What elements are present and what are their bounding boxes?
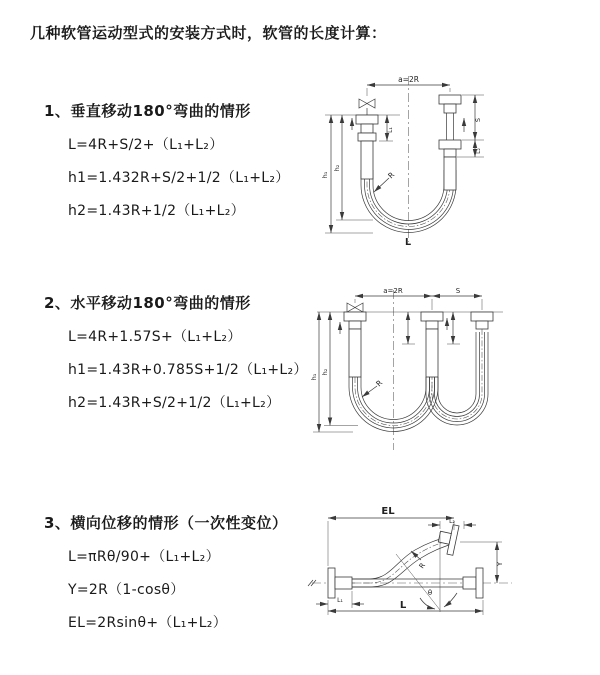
dimension-l [328,600,483,615]
valve-icon [359,99,375,115]
section-1-heading: 1、垂直移动180°弯曲的情形 [44,102,251,120]
formula-line: Y=2R（1-cosθ） [68,582,185,598]
svg-text:a=2R: a=2R [398,75,419,84]
dimension-l1 [316,591,364,608]
dimension-s [432,287,482,310]
hose-fitting-right [439,95,461,190]
svg-text:θ: θ [427,589,433,597]
braided-hose [349,329,361,377]
valve-icon [347,303,363,312]
hose-displaced [352,522,459,587]
svg-text:Y: Y [496,561,504,567]
hose-fitting-left [344,312,366,377]
svg-text:R: R [417,561,428,571]
svg-text:L₁: L₁ [387,127,394,133]
svg-text:L₂: L₂ [475,148,482,154]
hose-flange-upper [436,522,459,555]
svg-text:h₂: h₂ [333,164,341,172]
dimension-l1 [379,115,394,141]
formula-line: h2=1.43R+1/2（L₁+L₂） [68,203,245,219]
diagram-horizontal-180-bend [303,282,598,460]
formula-line: h2=1.43R+S/2+1/2（L₁+L₂） [68,395,281,411]
dimension-l-label: L [405,237,412,248]
svg-text:h₁: h₁ [321,171,329,179]
svg-text:L₁: L₁ [337,597,343,604]
svg-text:h₂: h₂ [321,368,329,376]
braided-hose [444,157,456,190]
formula-line: L=πRθ/90+（L₁+L₂） [68,549,220,565]
formula-line: h1=1.43R+0.785S+1/2（L₁+L₂） [68,362,308,378]
diagram-lateral-displacement [300,498,600,658]
svg-text:R: R [374,378,385,389]
section-3 [44,512,324,632]
formula-line: h1=1.432R+S/2+1/2（L₁+L₂） [68,170,290,186]
radius-label [374,170,396,192]
dimension-h1 [310,312,353,432]
svg-text:a=2R: a=2R [383,287,403,295]
section-2-heading: 2、水平移动180°弯曲的情形 [44,294,251,312]
formula-line: L=4R+1.57S+（L₁+L₂） [68,329,242,345]
section-3-heading: 3、横向位移的情形（一次性变位） [44,514,288,532]
dimension-el [328,506,454,566]
section-2 [44,292,324,412]
svg-text:S: S [474,117,482,123]
svg-text:R: R [386,170,397,181]
svg-text:L: L [399,600,407,611]
hose-flange-left [328,568,352,598]
svg-text:L₂: L₂ [449,518,455,525]
svg-text:EL: EL [381,506,395,517]
diagram-vertical-180-bend [305,70,595,255]
page-title: 几种软管运动型式的安装方式时，软管的长度计算： [30,24,387,42]
dimension-l2 [475,140,482,157]
section-1 [44,100,324,220]
svg-text:h₁: h₁ [310,373,318,381]
hose-fitting-right-moved [471,312,493,329]
formula-line: L=4R+S/2+（L₁+L₂） [68,137,224,153]
braided-hose [361,141,373,179]
dimension-l2 [428,518,476,529]
svg-text:S: S [455,287,461,295]
formula-line: EL=2Rsinθ+（L₁+L₂） [68,615,228,631]
dimension-a2r [367,75,450,96]
radius-label [411,551,427,570]
braided-hose [426,329,438,377]
hose-fitting-middle [421,312,443,377]
radius-label [362,378,384,397]
